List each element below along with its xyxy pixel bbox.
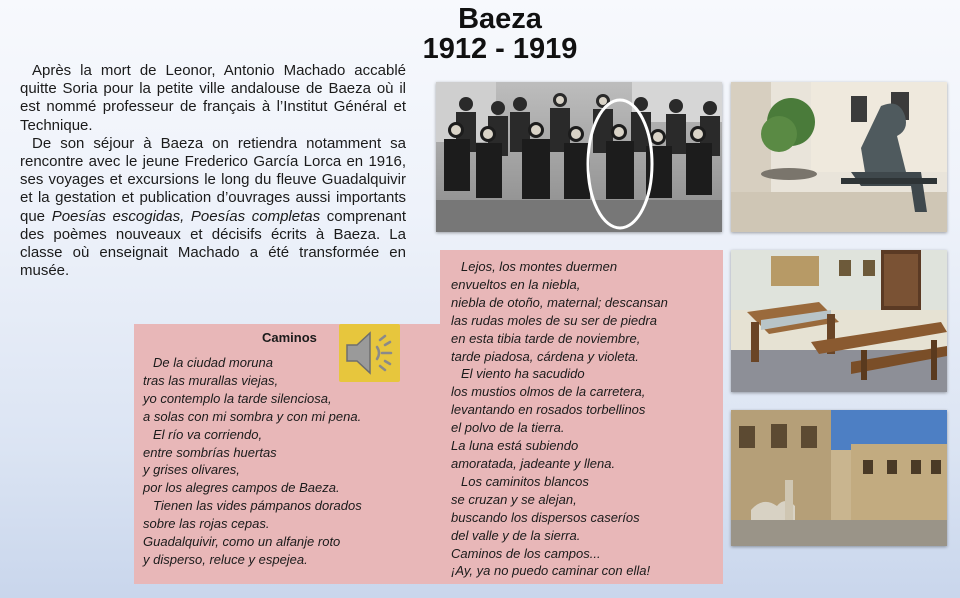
- machado-statue-photo: [731, 82, 947, 232]
- poem-line: Guadalquivir, como un alfanje roto: [143, 534, 341, 550]
- intro-p2-part-a: De son séjour à Baeza on retiendra notamment sa rencontre avec le jeune Frederico García Lorca en 1916, ses voyages et excursions le long du fleuve Guadalquivir et la gestation et publication d’ouvrages aussi importants que: [20, 134, 406, 225]
- poem-column-2: [451, 258, 668, 580]
- baeza-plaza-photo: [731, 410, 947, 546]
- poem-line: amoratada, jadeante y llena.: [451, 455, 616, 471]
- poem-line: y disperso, reluce y espejea.: [143, 551, 308, 567]
- poem-line: tarde piadosa, cárdena y violeta.: [451, 348, 639, 364]
- poem-line: Tienen las vides pámpanos dorados: [153, 498, 362, 514]
- poem-line: el polvo de la tierra.: [451, 420, 565, 436]
- poem-line: La luna está subiendo: [451, 438, 579, 454]
- intro-paragraph-2: [20, 135, 406, 281]
- poem-line: sobre las rojas cepas.: [143, 516, 270, 532]
- poem-line: se cruzan y se alejan,: [451, 491, 577, 507]
- title-years: 1912 - 1919: [422, 33, 578, 65]
- poem-line: por los alegres campos de Baeza.: [143, 480, 340, 496]
- poem-line: envueltos en la niebla,: [451, 276, 581, 292]
- intro-p2-part-b: comprenant des poèmes nouveaux et décisifs écrits à Baeza. La classe où enseignait Machado a été transformée en musée.: [20, 207, 406, 280]
- poem-line: Lejos, los montes duermen: [461, 259, 618, 274]
- group-photo-professors: [436, 82, 722, 232]
- poem-line: yo contemplo la tarde silenciosa,: [143, 390, 332, 406]
- poem-box-join: [430, 324, 450, 584]
- intro-p2-book-title: Poesías escogidas, Poesías completas: [51, 207, 321, 225]
- classroom-museum-photo: [731, 250, 947, 392]
- poem-line: buscando los dispersos caseríos: [451, 509, 640, 525]
- intro-paragraph-1: Après la mort de Leonor, Antonio Machado accablé quitte Soria pour la petite ville andalouse de Baeza où il est nommé professeur de français à l’Institut Général et Technique.: [20, 62, 406, 134]
- poem-line: El viento ha sacudido: [461, 366, 585, 382]
- intro-text: [20, 62, 406, 280]
- poem-line: ¡Ay, ya no puedo caminar con ella!: [451, 563, 651, 579]
- poem-line: El río va corriendo,: [153, 426, 263, 442]
- poem-line: del valle y de la sierra.: [451, 527, 581, 543]
- poem-line: Caminos de los campos...: [451, 545, 601, 561]
- poem-line: levantando en rosados torbellinos: [451, 402, 646, 418]
- poem-column-1: [143, 354, 362, 569]
- poem-line: en esta tibia tarde de noviembre,: [451, 330, 641, 346]
- poem-line: niebla de otoño, maternal; descansan: [451, 294, 668, 310]
- poem-line: los mustios olmos de la carretera,: [451, 384, 646, 400]
- poem-line: y grises olivares,: [143, 462, 240, 478]
- poem-line: De la ciudad moruna: [153, 355, 273, 370]
- poem-line: las rudas moles de su ser de piedra: [451, 312, 657, 328]
- title-city: Baeza: [458, 3, 542, 35]
- poem-line: entre sombrías huertas: [143, 444, 277, 460]
- poem-line: tras las murallas viejas,: [143, 372, 279, 388]
- page-title: [400, 4, 600, 64]
- poem-title: Caminos: [262, 330, 317, 345]
- poem-line: a solas con mi sombra y con mi pena.: [143, 408, 362, 424]
- poem-line: Los caminitos blancos: [461, 473, 589, 489]
